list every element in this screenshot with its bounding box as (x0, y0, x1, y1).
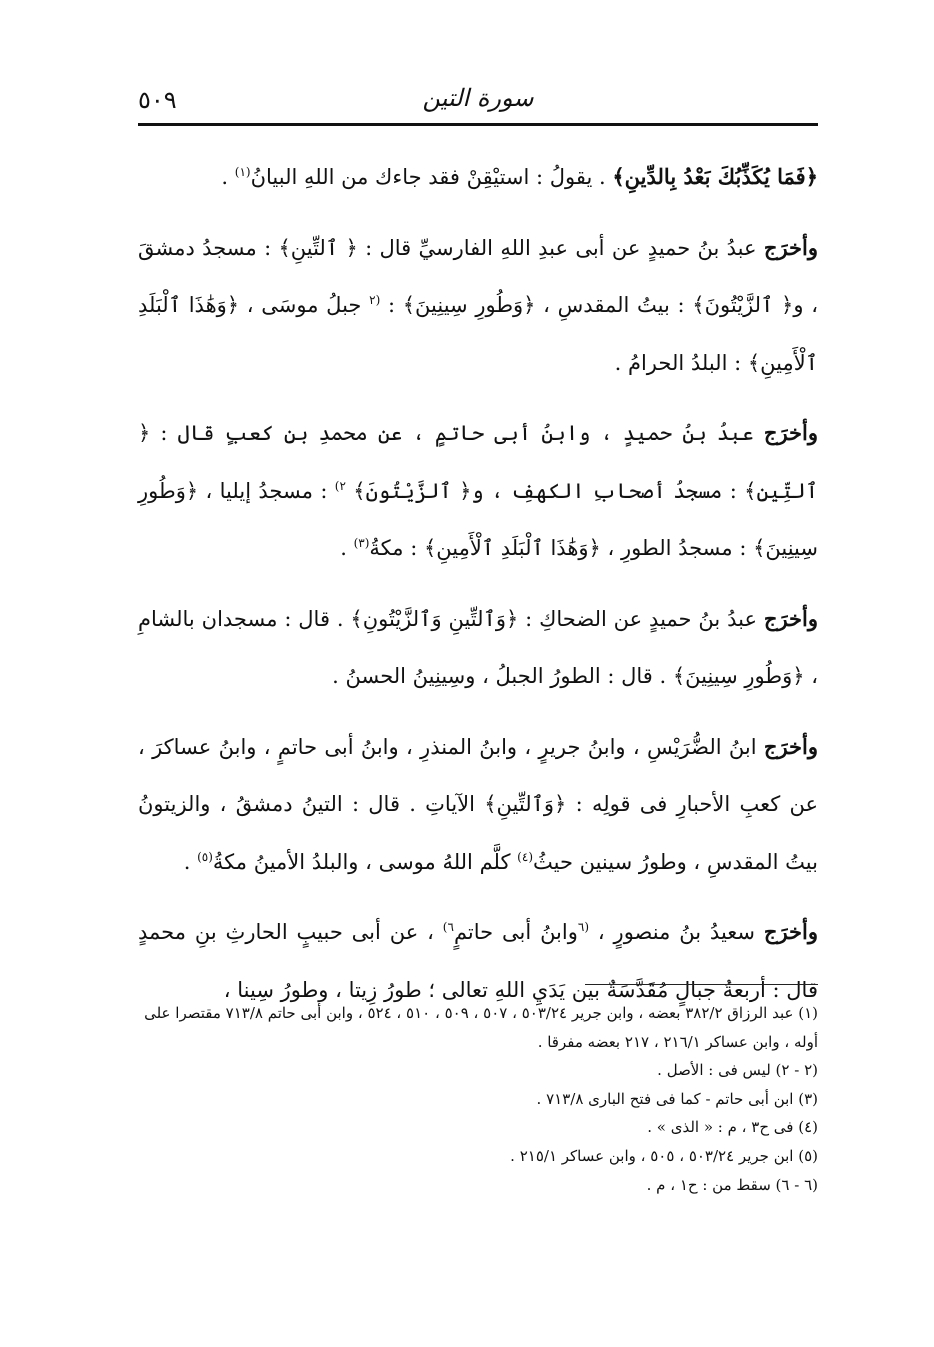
paragraph-lead: وأخرَج (763, 234, 818, 260)
paragraph-text: . (340, 536, 354, 560)
paragraph (138, 718, 818, 892)
footnote-marker: (١) (234, 165, 251, 179)
paragraph (138, 148, 818, 207)
page-header (138, 84, 818, 120)
paragraph-text: كلَّم اللهُ موسى ، والبلدُ الأمينُ مكةُ (212, 849, 518, 874)
footnote: (٤) فى ح٣ ، م : « الذى » . (647, 1118, 818, 1137)
paragraph-text: : مسجدُ إيليا ، ﴿وَطُورِ سِينِينَ﴾ : مسجدُ الطورِ ، ﴿وَهَٰذَا ٱلْبَلَدِ ٱلْأَمِينِ﴾ : مكةُ (138, 478, 818, 560)
paragraph-text: ، عن أبى حبيبٍ الحارثِ بنِ محمدٍ قال : أربعةُ جبالٍ مُقَدَّسَةٌ بين يَدَيِ اللهِ تعالى ؛ طورُ زِيتا ، وطورُ سِينا ، (138, 920, 818, 1002)
footnote: (٦ - ٦) سقط من : ح١ ، م . (646, 1175, 818, 1194)
footnote-marker: (٣) (353, 536, 370, 550)
paragraph (138, 404, 818, 578)
footnote: (٥) ابن جرير ٥٠٣/٢٤ ، ٥٠٥ ، وابن عساكر ٢١٥/١ . (510, 1146, 818, 1165)
paragraph-text: . (183, 849, 198, 874)
footnote-marker: ٢) (334, 478, 346, 493)
paragraph-text: وابنُ أبى حاتمٍ (453, 920, 578, 944)
running-title: سورة التين (422, 84, 534, 112)
footnote-marker: (٤) (517, 849, 533, 864)
header-rule (138, 123, 818, 126)
paragraph-lead: وأخرَج (763, 605, 818, 631)
paragraph-lead: وأخرَج (763, 733, 818, 759)
paragraph (138, 590, 818, 706)
paragraph-text: عبدُ بنُ حميدٍ ، وابنُ أبى حاتمٍ ، عن محمدِ بنِ كعبٍ قال : ﴿ ٱلتِّينِ﴾ : مسجدُ أصحابِ الكهفِ ، و﴿ ٱلزَّيْتُونَ﴾ (138, 421, 818, 503)
paragraph-text: سعيدُ بنُ منصورٍ ، (589, 920, 764, 944)
paragraph-text: جبلُ موسَى ، ﴿وَهَٰذَا ٱلْبَلَدِ ٱلْأَمِينِ﴾ : البلدُ الحرامُ . (138, 293, 818, 375)
footnotes (138, 999, 818, 1199)
paragraph-lead: وأخرَج (763, 919, 819, 944)
page-number: ٥٠٩ (138, 86, 177, 114)
footnote-marker: (٦ (577, 920, 590, 934)
main-text (138, 148, 818, 1031)
paragraph-text: . يقولُ : استيْقِنْ فقد جاءك من اللهِ البيانُ (250, 165, 613, 189)
footnote: (٢ - ٢) ليس فى : الأصل . (657, 1061, 818, 1080)
footnote-marker: ٦) (442, 920, 454, 934)
paragraph-text: عبدُ بنُ حميدٍ عن الضحاكِ : ﴿وَٱلتِّينِ وَٱلزَّيْتُونِ﴾ . قال : مسجدان بالشامِ ، ﴿وَطُورِ سِينِينَ﴾ . قال : الطورُ الجبلُ ، وسِينِينُ الحسنُ . (138, 606, 818, 688)
footnote-marker: (٢ (369, 293, 381, 307)
paragraph-lead: وأخرَج (763, 420, 818, 445)
footnote: (١) عبد الرزاق ٣٨٢/٢ بعضه ، وابن جرير ٥٠٣/٢٤ ، ٥٠٧ ، ٥٠٩ ، ٥١٠ ، ٥٢٤ ، وابن أبى حاتم ٧١٣/٨ مقتصرا على أوله ، وابن عساكر ٢١٦/١ ، ٢١٧ بعضه مفرقا . (144, 1004, 818, 1051)
paragraph-text: عبدُ بنُ حميدٍ عن أبى عبدِ اللهِ الفارسيِّ قال : ﴿ ٱلتِّينِ﴾ : مسجدُ دمشقَ ، و﴿ ٱلزَّيْتُونَ﴾ : بيتُ المقدسِ ، ﴿وَطُورِ سِينِينَ﴾ : (138, 235, 818, 317)
paragraph-text: . (221, 165, 235, 189)
footnote-rule (585, 984, 818, 985)
paragraph (138, 219, 818, 393)
footnote: (٣) ابن أبى حاتم - كما فى فتح البارى ٧١٣/٨ . (536, 1089, 818, 1108)
paragraph-text: ابنُ الضُّرَيْسِ ، وابنُ جريرٍ ، وابنُ المنذرِ ، وابنُ أبى حاتمٍ ، وابنُ عساكرَ ، عن كعبِ الأحبارِ فى قولِه : ﴿وَٱلتِّينِ﴾ الآياتِ . قال : التينُ دمشقُ ، والزيتونُ بيتُ المقدسِ ، وطورُ سينين حيثُ (138, 734, 818, 874)
quran-quote: ﴿فَمَا يُكَذِّبُكَ بَعْدُ بِالدِّينِ﴾ (612, 164, 818, 189)
footnote-marker: (٥) (197, 849, 213, 864)
